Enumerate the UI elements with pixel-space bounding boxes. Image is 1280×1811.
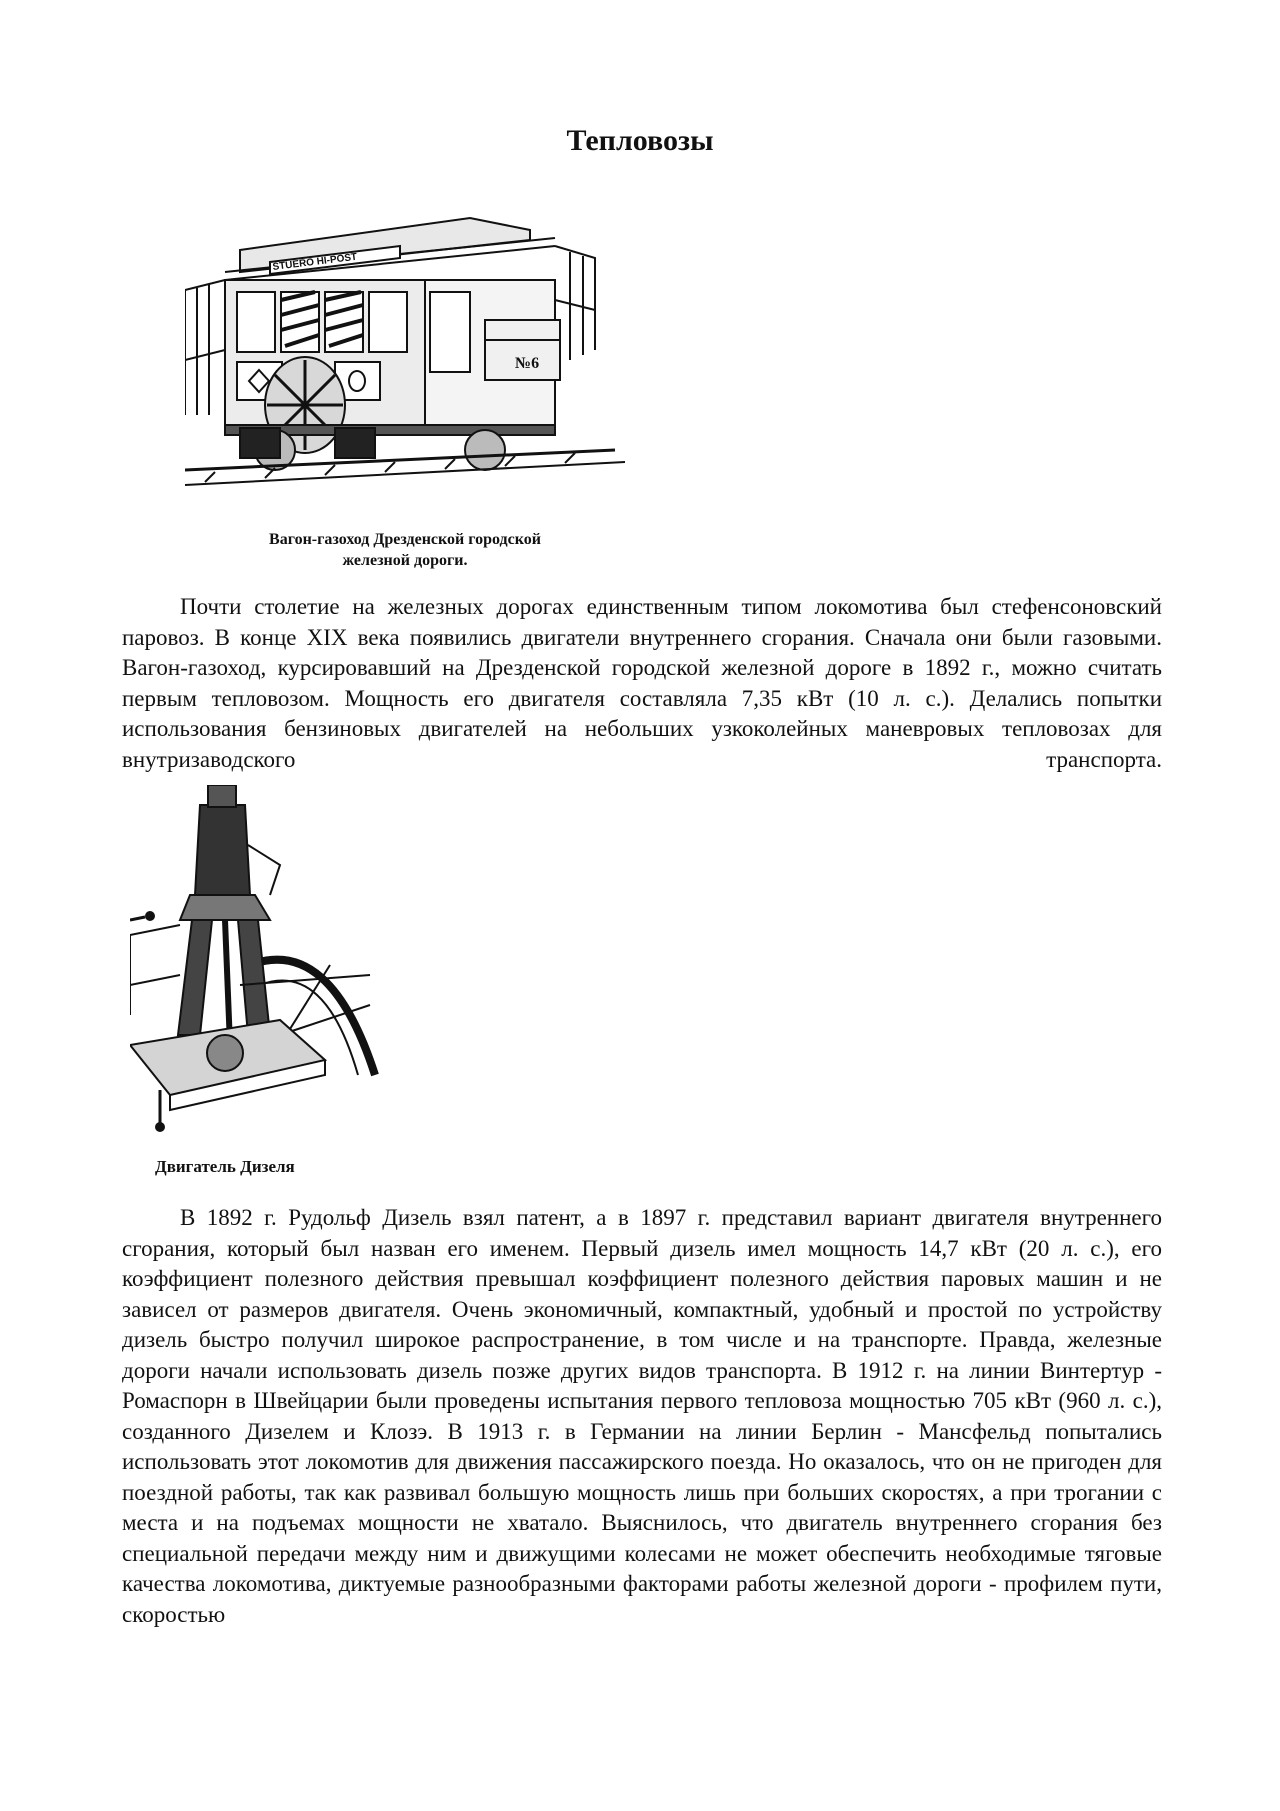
figure1-caption-line1: Вагон-газоход Дрезденской городской	[269, 531, 541, 548]
paragraph-2-text: В 1892 г. Рудольф Дизель взял патент, а в 1897 г. представил вариант двигателя внутреннего сгорания, который был назван его именем. Первый дизель имел мощность 14,7 кВт (20 л. с.), его коэффициент полезного действия превышал коэффициент полезного действия паровых машин и не зависел от размеров двигателя. Очень экономичный, компактный, удобный и простой по устройству дизель быстро получил широкое распространение, в том числе и на транспорте. Правда, железные дороги начали использовать дизель позже других видов транспорта. В 1912 г. на линии Винтертур - Ромаспорн в Швейцарии были проведены испытания первого тепловоза мощностью 705 кВт (960 л. с.), созданного Дизелем и Клозэ. В 1913 г. в Германии на линии Берлин - Мансфельд попытались использовать этот локомотив для движения пассажирского поезда. Но оказалось, что он не пригоден для поездной работы, так как развивал большую мощность лишь при больших скоростях, а при трогании с места и на подъемах мощности не хватало. Выяснилось, что двигатель внутреннего сгорания без специальной передачи между ним и движущими колесами не может обеспечить необходимые тяговые качества локомотива, диктуемые разнообразными факторами работы железной дороги - профилем пути, скоростью	[122, 1205, 1162, 1627]
paragraph-1-text: Почти столетие на железных дорогах единственным типом локомотива был стефенсоновский паровоз. В конце XIX века появились двигатели внутреннего сгорания. Сначала они были газовыми. Вагон-газоход, курсировавший на Дрезденской городской железной дороге в 1892 г., можно считать первым тепловозом. Мощность его двигателя составляла 7,35 кВт (10 л. с.). Делались попытки использования бензиновых двигателей на небольших узкоколейных маневровых тепловозах для внутризаводского транспорта.	[122, 594, 1162, 772]
figure1-caption-line2: железной дороги.	[342, 552, 468, 569]
figure2-caption: Двигатель Дизеля	[155, 1157, 295, 1176]
figure-gas-railcar	[185, 210, 625, 571]
paragraph-2	[122, 1203, 1162, 1630]
railcar-sign: STUERO HI-POST	[272, 251, 358, 273]
railcar-number: №6	[515, 355, 540, 372]
figure-diesel-engine	[130, 785, 400, 1177]
page-title: Тепловозы	[566, 124, 714, 157]
diesel-engine-illustration	[130, 785, 400, 1155]
gas-railcar-illustration	[185, 210, 625, 520]
paragraph-1	[122, 592, 1162, 775]
figure1-caption	[185, 529, 625, 571]
